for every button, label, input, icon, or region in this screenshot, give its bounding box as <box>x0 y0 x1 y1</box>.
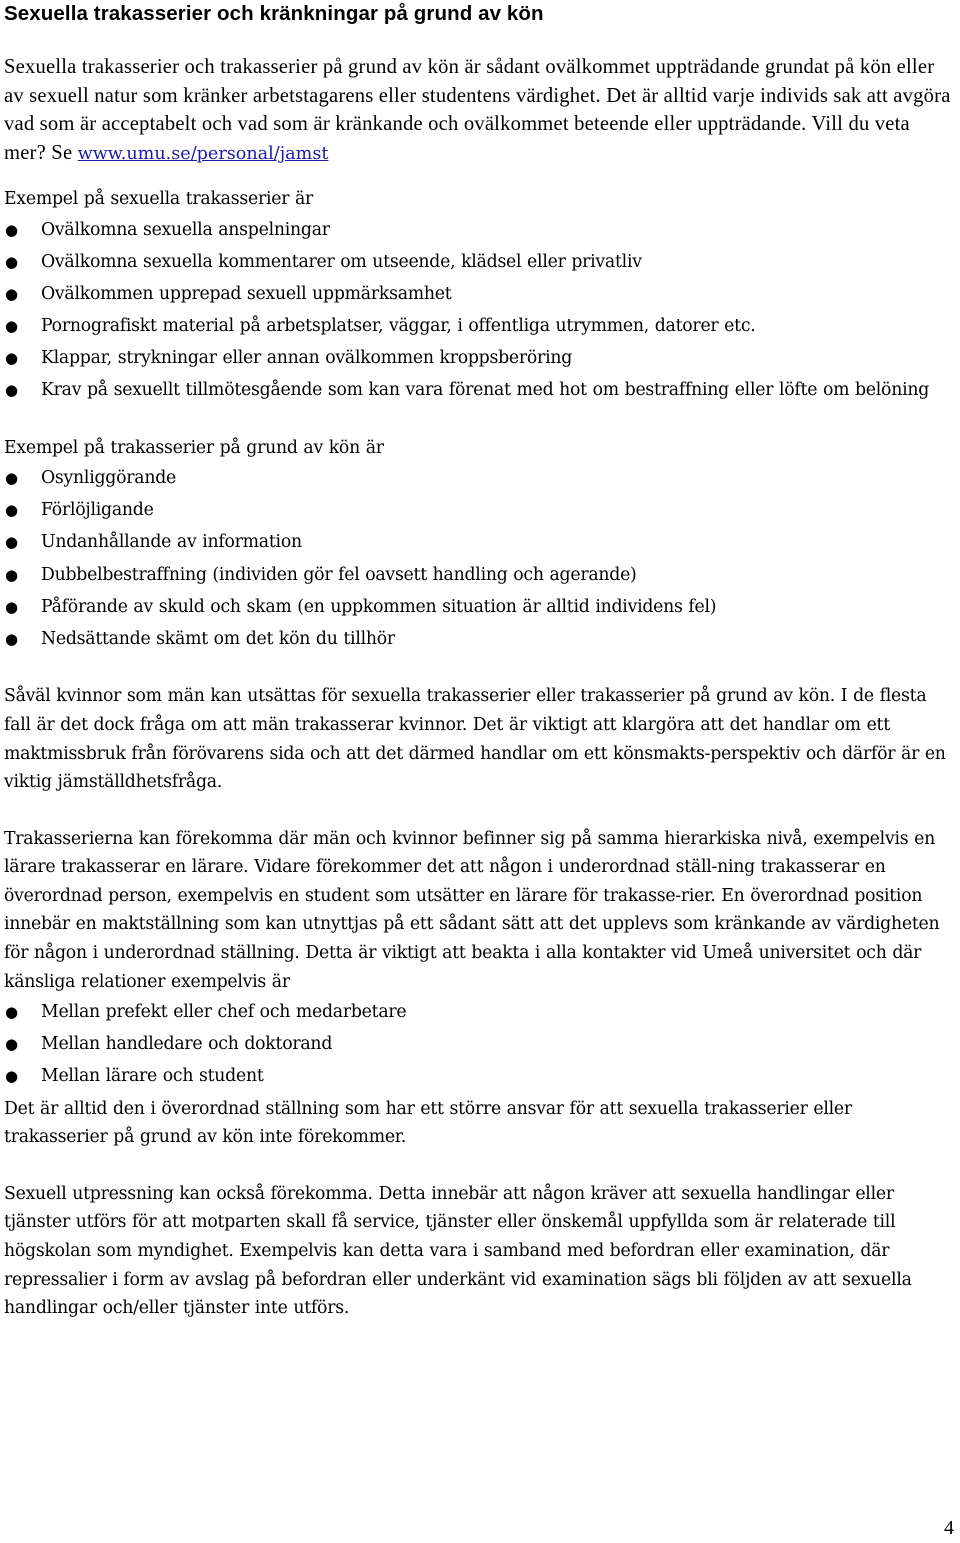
list-item-text: Undanhållande av information <box>41 532 302 553</box>
bullet-icon: ● <box>5 381 18 400</box>
list-item <box>4 464 956 493</box>
sexual-harassment-list <box>4 216 956 405</box>
list-item <box>4 344 956 373</box>
list-item-text: Pornografiskt material på arbetsplatser, väggar, i offentliga utrymmen, datorer etc. <box>41 315 756 336</box>
list-item-text: Ovälkomna sexuella anspelningar <box>41 219 330 240</box>
document-title: Sexuella trakasserier och kränkningar på grund av kön <box>4 2 544 25</box>
list-item <box>4 1062 956 1091</box>
list-item-text: Nedsättande skämt om det kön du tillhör <box>41 628 395 649</box>
both-genders-paragraph: Såväl kvinnor som män kan utsättas för sexuella trakasserier eller trakasserier på grund av kön. I de flesta fall är det dock fråga om att män trakasserar kvinnor. Det är viktigt att klargöra att det handlar om ett maktmissbruk från förövarens sida och att det därmed handlar om ett könsmakts-perspektiv och därför är en viktig jämställdhetsfråga. <box>4 686 946 793</box>
bullet-icon: ● <box>5 220 18 239</box>
list-item-text: Mellan lärare och student <box>41 1066 264 1087</box>
intro-text: Sexuella trakasserier och trakasserier på grund av kön är sådant ovälkommet uppträdande grundat på kön eller av sexuell natur som kränker arbetstagarens eller studentens värdighet. Det är alltid varje individs sak att avgöra vad som är acceptabelt och vad som är kränkande och ovälkommet beteende eller uppträdande. Vill du veta mer? Se <box>4 56 951 164</box>
list-item-text: Dubbelbestraffning (individen gör fel oavsett handling och agerande) <box>41 564 637 585</box>
responsibility-paragraph: Det är alltid den i överordnad ställning som har ett större ansvar för att sexuella trakasserier eller trakasserier på grund av kön inte förekommer. <box>4 1098 852 1148</box>
list-item <box>4 1030 956 1059</box>
list-item-text: Ovälkommen upprepad sexuell uppmärksamhet <box>41 283 452 304</box>
list-item-text: Påförande av skuld och skam (en uppkommen situation är alltid individens fel) <box>41 596 717 617</box>
list-item <box>4 496 956 525</box>
extortion-paragraph: Sexuell utpressning kan också förekomma. Detta innebär att någon kräver att sexuella handlingar eller tjänster utförs för att motparten skall få service, tjänster eller önskemål uppfyllda som är relaterade till högskolan som myndighet. Exempelvis kan detta vara i samband med befordran eller examination, där repressalier i form av avslag på befordran eller underkänt vid examination sägs bli följden av att sexuella handlingar och/eller tjänster inte utförs. <box>4 1183 912 1319</box>
gender-harassment-list <box>4 464 956 653</box>
list-item <box>4 248 956 277</box>
sexual-harassment-lead: Exempel på sexuella trakasserier är <box>4 189 314 209</box>
gender-harassment-lead: Exempel på trakasserier på grund av kön är <box>4 437 384 458</box>
list-item-text: Ovälkomna sexuella kommentarer om utseende, klädsel eller privatliv <box>41 251 642 272</box>
bullet-icon: ● <box>5 1067 18 1086</box>
intro-paragraph <box>4 53 956 168</box>
list-item <box>4 312 956 341</box>
list-item <box>4 280 956 309</box>
page-number: 4 <box>944 1517 954 1539</box>
list-item <box>4 216 956 245</box>
bullet-icon: ● <box>5 284 18 303</box>
list-item-text: Osynliggörande <box>41 468 176 489</box>
list-item-text: Mellan prefekt eller chef och medarbetare <box>41 1002 407 1023</box>
bullet-icon: ● <box>5 1003 18 1022</box>
list-item <box>4 528 956 557</box>
bullet-icon: ● <box>5 348 18 367</box>
list-item-text: Mellan handledare och doktorand <box>41 1034 333 1055</box>
list-item <box>4 561 956 590</box>
bullet-icon: ● <box>5 597 18 616</box>
list-item <box>4 625 956 654</box>
list-item <box>4 998 956 1027</box>
document-page <box>4 0 956 1323</box>
relations-list <box>4 998 956 1091</box>
list-item-text: Krav på sexuellt tillmötesgående som kan vara förenat med hot om bestraffning eller löfte om belöning <box>41 380 930 401</box>
bullet-icon: ● <box>5 252 18 271</box>
hierarchy-paragraph: Trakasserierna kan förekomma där män och kvinnor befinner sig på samma hierarkiska nivå, exempelvis en lärare trakasserar en lärare. Vidare förekommer det att någon i underordnad ställ-ning trakasserar en överordnad person, exempelvis en student som utsätter en lärare för trakasse-rier. En överordnad position innebär en maktställning som kan utnyttjas på ett sådant sätt att det upplevs som kränkande av värdigheten för någon i underordnad ställning. Detta är viktigt att beakta i alla kontakter vid Umeå universitet och där känsliga relationer exempelvis är <box>4 828 940 992</box>
bullet-icon: ● <box>5 1035 18 1054</box>
list-item-text: Klappar, strykningar eller annan ovälkommen kroppsberöring <box>41 347 573 368</box>
personal-jamst-link[interactable]: www.umu.se/personal/jamst <box>77 143 329 164</box>
bullet-icon: ● <box>5 565 18 584</box>
list-item <box>4 593 956 622</box>
bullet-icon: ● <box>5 501 18 520</box>
list-item <box>4 376 956 405</box>
bullet-icon: ● <box>5 533 18 552</box>
list-item-text: Förlöjligande <box>41 500 154 521</box>
bullet-icon: ● <box>5 469 18 488</box>
bullet-icon: ● <box>5 629 18 648</box>
bullet-icon: ● <box>5 316 18 335</box>
